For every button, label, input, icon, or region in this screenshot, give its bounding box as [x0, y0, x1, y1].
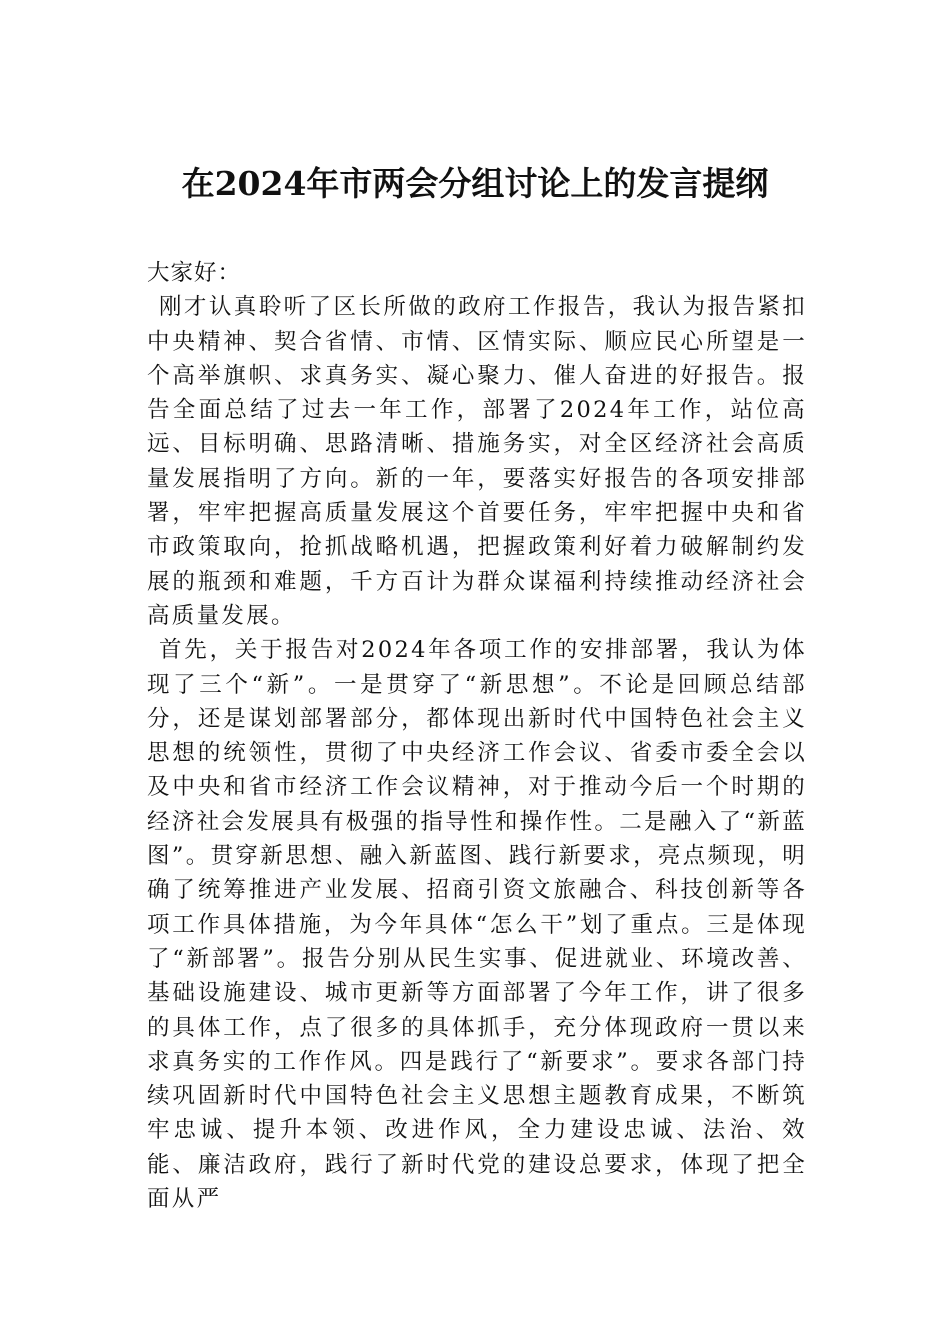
document-body [147, 256, 807, 1216]
paragraph-first-point: 首先，关于报告对2024年各项工作的安排部署，我认为体现了三个“新”。一是贯穿了“新思想”。不论是回顾总结部分，还是谋划部署部分，都体现出新时代中国特色社会主义思想的统领性，贯彻了中央经济工作会议、省委市委全会以及中央和省市经济工作会议精神，对于推动今后一个时期的经济社会发展具有极强的指导性和操作性。二是融入了“新蓝图”。贯穿新思想、融入新蓝图、践行新要求，亮点频现，明确了统筹推进产业发展、招商引资文旅融合、科技创新等各项工作具体措施，为今年具体“怎么干”划了重点。三是体现了“新部署”。报告分别从民生实事、促进就业、环境改善、基础设施建设、城市更新等方面部署了今年工作，讲了很多的具体工作，点了很多的具体抓手，充分体现政府一贯以来求真务实的工作作风。四是践行了“新要求”。要求各部门持续巩固新时代中国特色社会主义思想主题教育成果，不断筑牢忠诚、提升本领、改进作风，全力建设忠诚、法治、效能、廉洁政府，践行了新时代党的建设总要求，体现了把全面从严 [147, 637, 807, 1213]
paragraph-intro: 刚才认真聆听了区长所做的政府工作报告，我认为报告紧扣中央精神、契合省情、市情、区情实际、顺应民心所望是一个高举旗帜、求真务实、凝心聚力、催人奋进的好报告。报告全面总结了过去一年工作，部署了2024年工作，站位高远、目标明确、思路清晰、措施务实，对全区经济社会高质量发展指明了方向。新的一年，要落实好报告的各项安排部署，牢牢把握高质量发展这个首要任务，牢牢把握中央和省市政策取向，抢抓战略机遇，把握政策利好着力破解制约发展的瓶颈和难题，千方百计为群众谋福利持续推动经济社会高质量发展。 [147, 294, 807, 629]
greeting: 大家好： [147, 260, 242, 286]
document-title: 在2024年市两会分组讨论上的发言提纲 [181, 164, 769, 203]
